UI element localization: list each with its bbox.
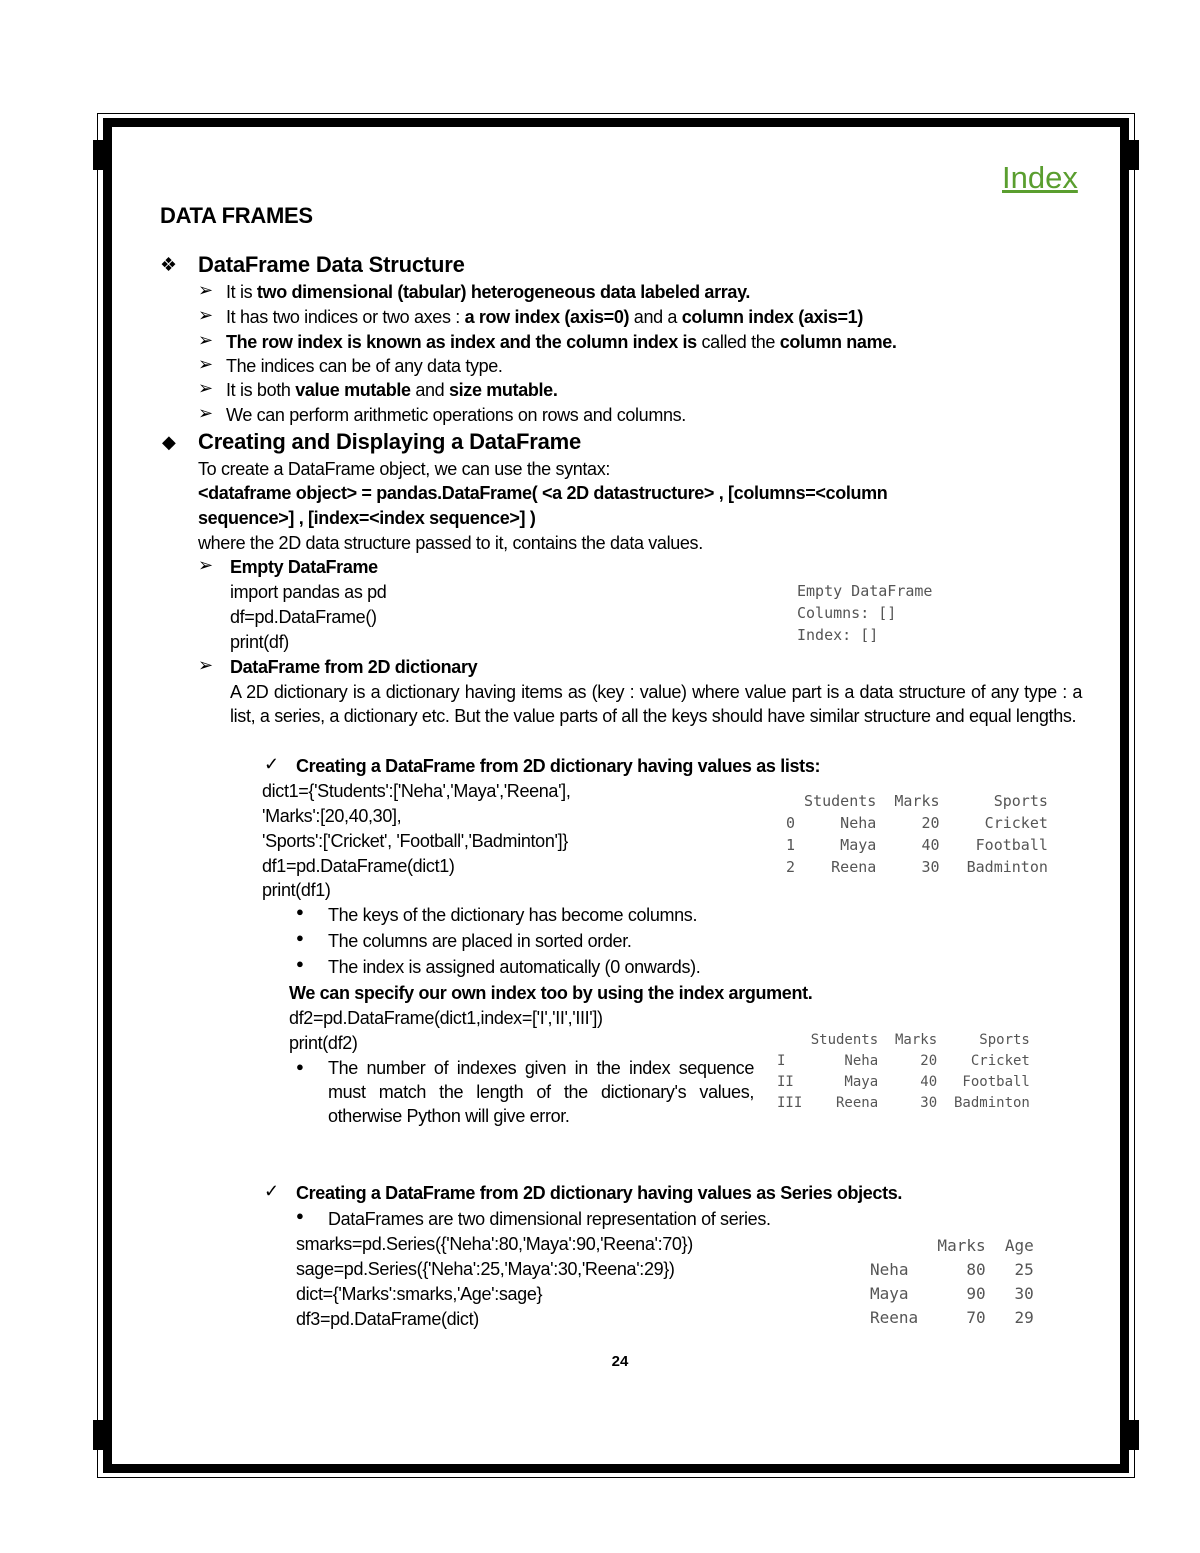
code-line: df=pd.DataFrame() — [230, 607, 377, 627]
output-line: Students Marks Sports — [777, 1032, 1030, 1048]
note-line: The keys of the dictionary has become columns. — [328, 905, 698, 925]
output-line: 0 Neha 20 Cricket — [786, 814, 1048, 832]
output-line: Neha 80 25 — [870, 1260, 1034, 1279]
bullet-text-run: We can perform arithmetic operations on rows and columns. — [226, 405, 686, 425]
output-line: Columns: [] — [797, 604, 897, 622]
bullet-text-run: column name. — [779, 332, 897, 352]
arrow-bullet-icon: ➢ — [198, 655, 214, 675]
bullet-text-run: The row index is known as index and the column index is — [226, 332, 697, 352]
dot-bullet-icon: ● — [296, 930, 304, 945]
arrow-bullet-icon: ➢ — [198, 330, 214, 350]
output-line: 1 Maya 40 Football — [786, 836, 1048, 854]
code-line: df3=pd.DataFrame(dict) — [296, 1309, 479, 1329]
code-line: 'Sports':['Cricket', 'Football','Badminton']} — [262, 831, 568, 851]
output-line: II Maya 40 Football — [777, 1074, 1030, 1090]
checkmark-bullet-icon: ✓ — [264, 1181, 280, 1201]
bullet-text-run: a row index (axis=0) — [464, 307, 630, 327]
bullet-text — [226, 378, 557, 402]
code-line: 'Marks':[20,40,30], — [262, 806, 402, 826]
border-corner-ornament — [1129, 140, 1139, 170]
output-line: Reena 70 29 — [870, 1308, 1034, 1327]
code-line: dict={'Marks':smarks,'Age':sage} — [296, 1284, 543, 1304]
dot-bullet-icon: ● — [296, 904, 304, 919]
bullet-text-run: It has two indices or two axes : — [226, 307, 465, 327]
diamond-bullet-icon: ❖ — [160, 255, 178, 276]
diamond-bullet-icon: ◆ — [162, 432, 176, 452]
output-line: III Reena 30 Badminton — [777, 1095, 1030, 1111]
dict-paragraph: A 2D dictionary is a dictionary having items as (key : value) where value part is a data structure of any type : a list, a series, a dictionary etc. But the value parts of all the keys should have similar structure and equal lengths. — [230, 682, 1082, 726]
bullet-text-run: called the — [696, 332, 780, 352]
arrow-bullet-icon: ➢ — [198, 403, 214, 423]
code-line: sage=pd.Series({'Neha':25,'Maya':30,'Reena':29}) — [296, 1259, 675, 1279]
section-heading-dataframe-structure: DataFrame Data Structure — [198, 252, 465, 277]
code-line: dict1={'Students':['Neha','Maya','Reena'], — [262, 781, 571, 801]
output-line: Marks Age — [870, 1236, 1034, 1255]
dot-bullet-icon: ● — [296, 1059, 304, 1074]
own-index-line: We can specify our own index too by using the index argument. — [289, 983, 813, 1003]
bullet-text-run: The indices can be of any data type. — [226, 356, 503, 376]
page-number: 24 — [611, 1353, 629, 1370]
bullet-text — [226, 305, 863, 329]
bullet-text-run: two dimensional (tabular) heterogeneous data labeled array. — [256, 282, 751, 302]
dot-bullet-icon: ● — [296, 956, 304, 971]
code-line: print(df2) — [289, 1033, 358, 1053]
border-corner-ornament — [1129, 1420, 1139, 1450]
index-note: The number of indexes given in the index sequence must match the length of the dictionary's values, otherwise Python will give error. — [328, 1058, 754, 1126]
code-line: print(df) — [230, 632, 289, 652]
syntax-intro: To create a DataFrame object, we can use the syntax: — [198, 459, 611, 479]
index-link[interactable]: Index — [1002, 160, 1078, 195]
subheading-dict-dataframe: DataFrame from 2D dictionary — [230, 657, 478, 677]
border-corner-ornament — [93, 1420, 103, 1450]
subheading-empty-dataframe: Empty DataFrame — [230, 557, 378, 577]
syntax-line: sequence>] , [index=<index sequence>] ) — [198, 508, 536, 528]
bullet-text-run: column index (axis=1) — [681, 307, 863, 327]
bullet-text-run: and — [410, 380, 449, 400]
output-line: Index: [] — [797, 626, 879, 644]
bullet-text — [226, 330, 897, 354]
output-line: 2 Reena 30 Badminton — [786, 858, 1048, 876]
subheading-series-dataframe: Creating a DataFrame from 2D dictionary having values as Series objects. — [296, 1183, 903, 1203]
code-line: print(df1) — [262, 880, 331, 900]
output-line: Empty DataFrame — [797, 582, 933, 600]
checkmark-bullet-icon: ✓ — [264, 754, 280, 774]
dot-bullet-icon: ● — [296, 1208, 304, 1223]
syntax-line: <dataframe object> = pandas.DataFrame( <a 2D datastructure> , [columns=<column — [198, 483, 888, 503]
note-line: DataFrames are two dimensional representation of series. — [328, 1209, 771, 1229]
output-line: Students Marks Sports — [786, 792, 1048, 810]
arrow-bullet-icon: ➢ — [198, 305, 214, 325]
code-line: smarks=pd.Series({'Neha':80,'Maya':90,'Reena':70}) — [296, 1234, 693, 1254]
arrow-bullet-icon: ➢ — [198, 354, 214, 374]
arrow-bullet-icon: ➢ — [198, 378, 214, 398]
bullet-text-run: value mutable — [295, 380, 411, 400]
code-line: df1=pd.DataFrame(dict1) — [262, 856, 455, 876]
page-title: DATA FRAMES — [160, 203, 313, 228]
code-line: df2=pd.DataFrame(dict1,index=['I','II','III']) — [289, 1008, 603, 1028]
bullet-text-run: It is — [226, 282, 257, 302]
output-line: I Neha 20 Cricket — [777, 1053, 1030, 1069]
bullet-text-run: size mutable. — [448, 380, 558, 400]
code-line: import pandas as pd — [230, 582, 387, 602]
bullet-text-run: It is both — [226, 380, 296, 400]
bullet-text — [226, 403, 686, 427]
bullet-text — [226, 280, 750, 304]
bullet-text — [226, 354, 503, 378]
bullet-text-run: and a — [629, 307, 682, 327]
section-heading-creating-dataframe: Creating and Displaying a DataFrame — [198, 429, 581, 454]
note-line: The index is assigned automatically (0 onwards). — [328, 957, 701, 977]
subheading-lists-dataframe: Creating a DataFrame from 2D dictionary having values as lists: — [296, 756, 821, 776]
arrow-bullet-icon: ➢ — [198, 555, 214, 575]
where-line: where the 2D data structure passed to it, contains the data values. — [198, 533, 703, 553]
output-line: Maya 90 30 — [870, 1284, 1034, 1303]
note-line: The columns are placed in sorted order. — [328, 931, 632, 951]
border-corner-ornament — [93, 140, 103, 170]
arrow-bullet-icon: ➢ — [198, 280, 214, 300]
